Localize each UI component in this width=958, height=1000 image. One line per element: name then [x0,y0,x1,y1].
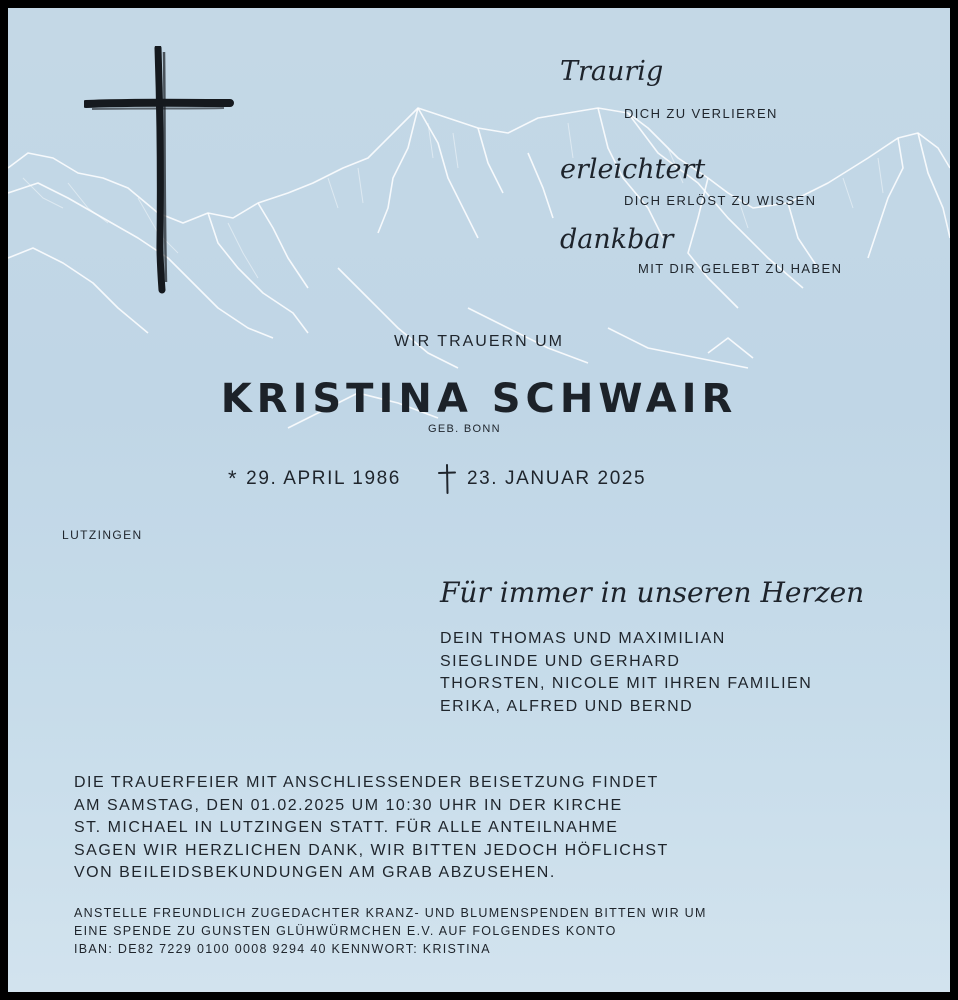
family-line: SIEGLINDE UND GERHARD [440,652,681,670]
ceremony-line: VON BEILEIDSBEKUNDUNGEN AM GRAB ABZUSEHEN. [74,864,556,881]
verse-3-text: MIT DIR GELEBT ZU HABEN [638,261,843,276]
donation-line: IBAN: DE82 7229 0100 0008 9294 40 KENNWORT: KRISTINA [74,942,491,956]
family-line: ERIKA, ALFRED UND BERND [440,697,694,715]
verse-2-text: DICH ERLÖST ZU WISSEN [624,193,817,208]
donation-text [74,904,707,958]
family-list [440,628,812,718]
verse-2-script: erleichtert [560,154,706,185]
closing-script: Für immer in unseren Herzen [440,576,865,609]
donation-line: EINE SPENDE ZU GUNSTEN GLÜHWÜRMCHEN E.V. AUF FOLGENDES KONTO [74,924,617,938]
intro-text: WIR TRAUERN UM [394,333,564,350]
family-line: THORSTEN, NICOLE MIT IHREN FAMILIEN [440,675,813,692]
ceremony-line: SAGEN WIR HERZLICHEN DANK, WIR BITTEN JEDOCH HÖFLICHST [74,841,669,859]
deceased-name: KRISTINA SCHWAIR [220,376,738,422]
obituary-card [8,8,950,992]
cross-icon [437,464,457,494]
verse-1-script: Traurig [560,56,664,87]
donation-line: ANSTELLE FREUNDLICH ZUGEDACHTER KRANZ- UND BLUMENSPENDEN BITTEN WIR UM [74,906,707,920]
birth-star-icon: * [228,466,239,491]
family-line: DEIN THOMAS UND MAXIMILIAN [440,630,726,647]
birth-name: GEB. BONN [428,423,501,435]
ceremony-line: DIE TRAUERFEIER MIT ANSCHLIESSENDER BEISETZUNG FINDET [74,774,659,791]
verse-1-text: DICH ZU VERLIEREN [624,106,778,121]
place-text: LUTZINGEN [62,528,143,542]
ceremony-line: ST. MICHAEL IN LUTZINGEN STATT. FÜR ALLE ANTEILNAHME [74,819,619,836]
ceremony-line: AM SAMSTAG, DEN 01.02.2025 UM 10:30 UHR IN DER KIRCHE [74,796,623,814]
life-dates [228,464,646,494]
cross-icon [84,46,234,296]
death-date: 23. JANUAR 2025 [466,468,647,489]
verse-3-script: dankbar [560,224,674,255]
ceremony-text [74,772,669,885]
birth-date: 29. APRIL 1986 [246,468,401,489]
